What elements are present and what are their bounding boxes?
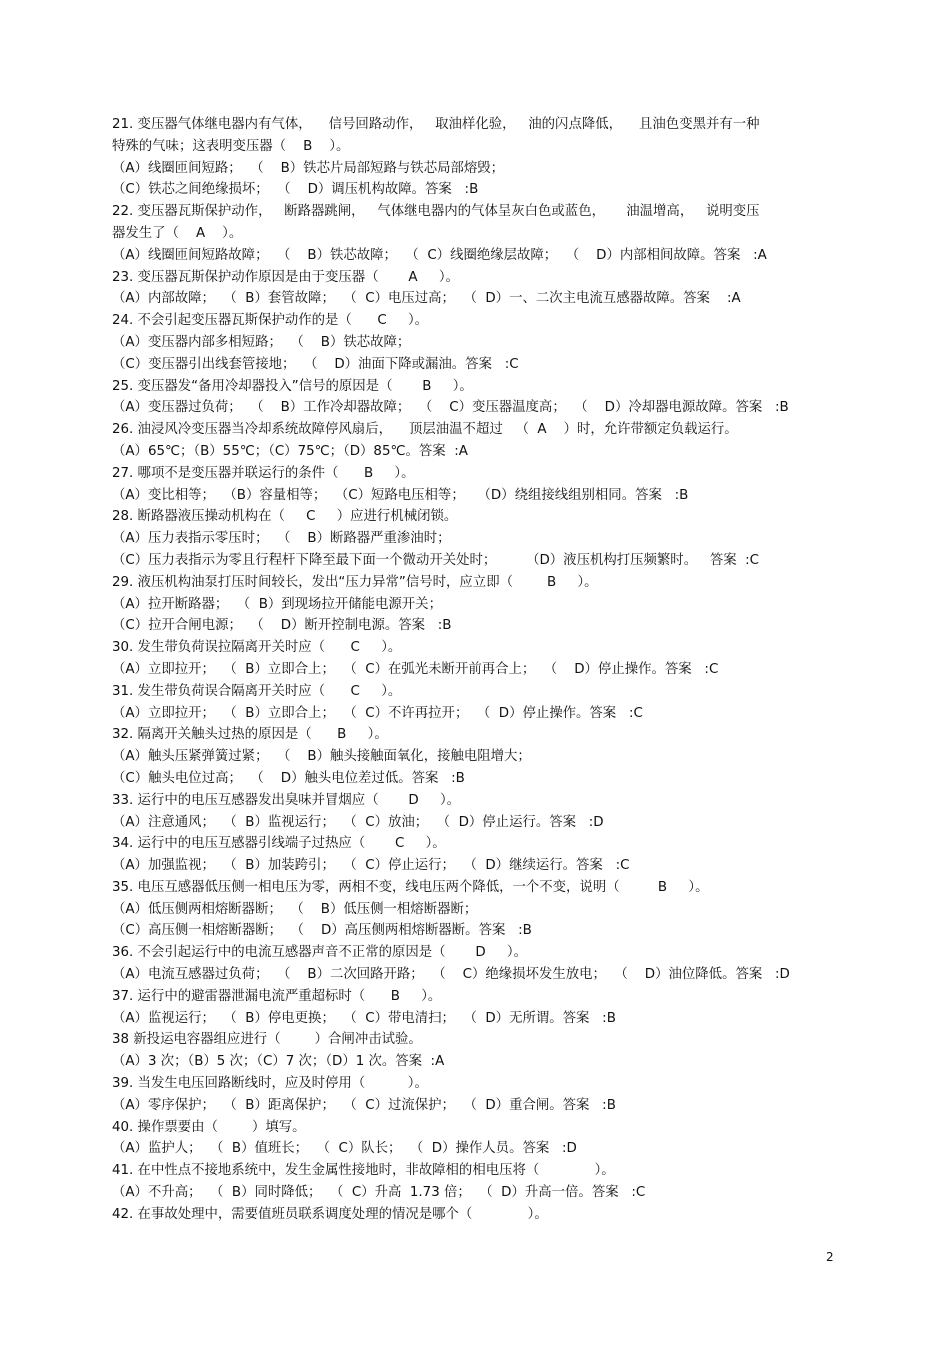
text-line: （A）65℃；（B）55℃；（C）75℃；（D）85℃。答案 :A	[112, 443, 468, 459]
text-line: （C）触头电位过高； （ D）触头电位差过低。答案 :B	[112, 770, 465, 786]
text-line: （A）零序保护； （ B）距离保护； （ C）过流保护； （ D）重合闸。答案 :B	[112, 1097, 616, 1113]
text-line: （A）立即拉开； （ B）立即合上； （ C）不许再拉开； （ D）停止操作。答案 :C	[112, 705, 643, 721]
text-line: （A）监护人； （ B）值班长； （ C）队长； （ D）操作人员。答案 :D	[112, 1141, 577, 1157]
text-line: 32. 隔离开关触头过热的原因是（ B ）。	[112, 727, 388, 743]
text-line: （A）拉开断路器； （ B）到现场拉开储能电源开关；	[112, 596, 442, 612]
text-line: 41. 在中性点不接地系统中，发生金属性接地时，非故障相的相电压将（ ）。	[112, 1163, 615, 1179]
text-line: （C）拉开合闸电源； （ D）断开控制电源。答案 :B	[112, 618, 452, 634]
text-line: 28. 断路器液压操动机构在（ C ）应进行机械闭锁。	[112, 509, 458, 525]
text-line: 31. 发生带负荷误合隔离开关时应（ C ）。	[112, 683, 402, 699]
text-line: 26. 油浸风冷变压器当冷却系统故障停风扇后， 顶层油温不超过 （ A ）时，允许带额定负载运行。	[112, 422, 738, 438]
text-line: （A）3 次；（B）5 次；（C）7 次；（D）1 次。答案 :A	[112, 1054, 445, 1070]
text-line: 30. 发生带负荷误拉隔离开关时应（ C ）。	[112, 640, 402, 656]
text-line: 38 新投运电容器组应进行（ ）合闸冲击试验。	[112, 1032, 422, 1048]
text-line: （A）加强监视； （ B）加装跨引； （ C）停止运行； （ D）继续运行。答案 :C	[112, 858, 630, 874]
text-line: 22. 变压器瓦斯保护动作， 断路器跳闸， 气体继电器内的气体呈灰白色或蓝色， 油温增高， 说明变压	[112, 204, 760, 220]
text-line: 36. 不会引起运行中的电流互感器声音不正常的原因是（ D ）。	[112, 945, 528, 961]
text-line: 42. 在事故处理中，需要值班员联系调度处理的情况是哪个（ ）。	[112, 1206, 548, 1222]
text-line: 23. 变压器瓦斯保护动作原因是由于变压器（ A ）。	[112, 269, 459, 285]
text-line: 35. 电压互感器低压侧一相电压为零，两相不变，线电压两个降低，一个不变，说明（ B ）。	[112, 879, 709, 895]
text-line: （A）不升高； （ B）同时降低； （ C）升高 1.73 倍； （ D）升高一倍。答案 :C	[112, 1185, 646, 1201]
text-line: （A）内部故障； （ B）套管故障； （ C）电压过高； （ D）一、二次主电流互感器故障。答案 :A	[112, 291, 741, 307]
text-line: （C）变压器引出线套管接地； （ D）油面下降或漏油。答案 :C	[112, 356, 519, 372]
text-line: 29. 液压机构油泵打压时间较长，发出“压力异常”信号时，应立即（ B ）。	[112, 574, 598, 590]
page-number: 2	[826, 1250, 834, 1264]
text-line: 特殊的气味；这表明变压器（ B ）。	[112, 138, 350, 154]
text-line: （A）线圈匝间短路； （ B）铁芯片局部短路与铁芯局部熔毁；	[112, 160, 505, 176]
text-line: （A）变压器内部多相短路； （ B）铁芯故障；	[112, 334, 411, 350]
text-line: （C）高压侧一相熔断器断； （ D）高压侧两相熔断器断。答案 :B	[112, 923, 532, 939]
text-line: （A）线圈匝间短路故障； （ B）铁芯故障； （ C）线圈绝缘层故障； （ D）内部相间故障。答案 :A	[112, 247, 767, 263]
text-line: （A）变比相等； （B）容量相等； （C）短路电压相等； （D）绕组接线组别相同。答案 :B	[112, 487, 689, 503]
text-line: （A）压力表指示零压时； （ B）断路器严重渗油时；	[112, 531, 451, 547]
question-text-block	[112, 114, 842, 1226]
text-line: 器发生了（ A ）。	[112, 225, 243, 241]
text-line: （A）注意通风； （ B）监视运行； （ C）放油； （ D）停止运行。答案 :D	[112, 814, 604, 830]
text-line: （A）低压侧两相熔断器断； （ B）低压侧一相熔断器断；	[112, 901, 478, 917]
text-line: 33. 运行中的电压互感器发出臭味并冒烟应（ D ）。	[112, 792, 461, 808]
text-line: 40. 操作票要由（ ）填写。	[112, 1119, 306, 1135]
text-line: 37. 运行中的避雷器泄漏电流严重超标时（ B ）。	[112, 988, 442, 1004]
text-line: （A）变压器过负荷； （ B）工作冷却器故障； （ C）变压器温度高； （ D）冷却器电源故障。答案 :B	[112, 400, 789, 416]
text-line: （C）压力表指示为零且行程杆下降至最下面一个微动开关处时； （D）液压机构打压频繁时。 答案 :C	[112, 552, 760, 568]
text-line: （A）触头压紧弹簧过紧； （ B）触头接触面氧化，接触电阻增大；	[112, 749, 531, 765]
text-line: （C）铁芯之间绝缘损坏； （ D）调压机构故障。答案 :B	[112, 182, 479, 198]
text-line: 39. 当发生电压回路断线时，应及时停用（ ）。	[112, 1076, 428, 1092]
text-line: 25. 变压器发“备用冷却器投入”信号的原因是（ B ）。	[112, 378, 473, 394]
text-line: 24. 不会引起变压器瓦斯保护动作的是（ C ）。	[112, 313, 429, 329]
text-line: 21. 变压器气体继电器内有气体， 信号回路动作， 取油样化验， 油的闪点降低， 且油色变黑并有一种	[112, 117, 760, 132]
text-line: （A）监视运行； （ B）停电更换； （ C）带电清扫； （ D）无所谓。答案 :B	[112, 1010, 616, 1026]
text-line: （A）电流互感器过负荷； （ B）二次回路开路； （ C）绝缘损坏发生放电； （ D）油位降低。答案 :D	[112, 967, 790, 983]
text-line: （A）立即拉开； （ B）立即合上； （ C）在弧光未断开前再合上； （ D）停止操作。答案 :C	[112, 661, 719, 677]
text-line: 34. 运行中的电压互感器引线端子过热应（ C ）。	[112, 836, 446, 852]
text-line: 27. 哪项不是变压器并联运行的条件（ B ）。	[112, 465, 415, 481]
